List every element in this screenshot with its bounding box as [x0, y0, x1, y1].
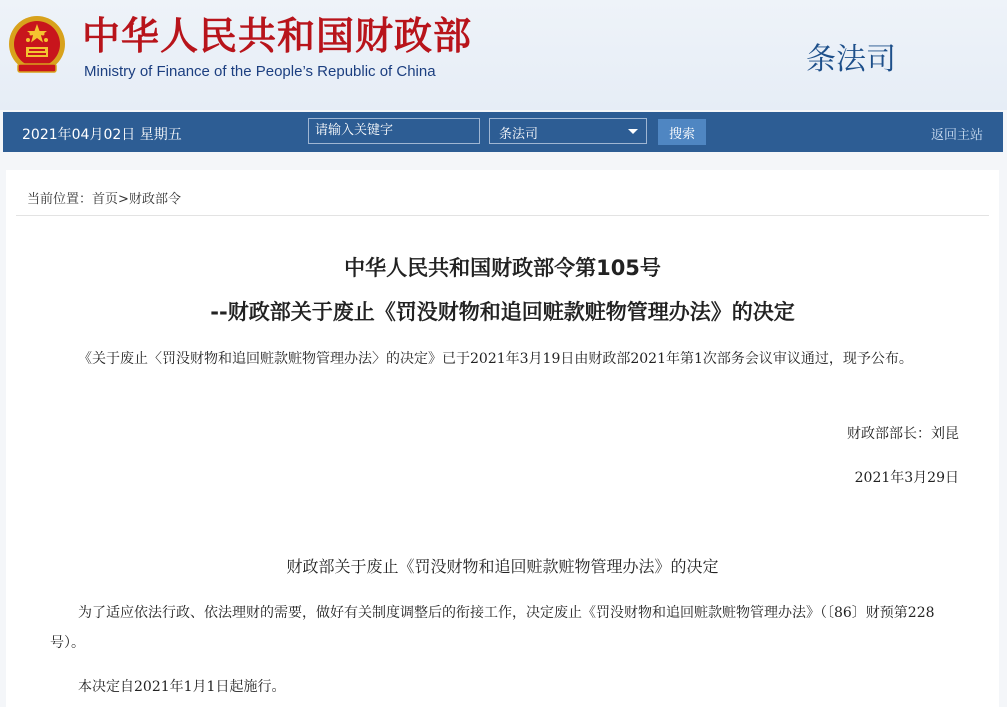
- department-select-value: 条法司: [499, 127, 539, 142]
- national-emblem-icon: [6, 14, 68, 80]
- breadcrumb-prefix: 当前位置：: [27, 192, 93, 207]
- decision-title: 财政部关于废止《罚没财物和追回赃款赃物管理办法》的决定: [286, 557, 719, 576]
- site-subtitle: Ministry of Finance of the People’s Republic of China: [84, 63, 436, 80]
- effective-date-paragraph: 本决定自2021年1月1日起施行。: [78, 679, 286, 695]
- signer: 财政部部长：刘昆: [847, 426, 959, 442]
- content-panel: [6, 170, 999, 707]
- decision-paragraph: 为了适应依法行政、依法理财的需要，做好有关制度调整后的衔接工作，决定废止《罚没财物和追回赃款赃物管理办法》（〔86〕财预第228号）。: [50, 605, 935, 651]
- breadcrumb-current-link[interactable]: 财政部令: [128, 192, 181, 207]
- site-header: [0, 0, 1007, 110]
- breadcrumb-home-link[interactable]: 首页: [92, 192, 119, 207]
- sign-date: 2021年3月29日: [854, 470, 959, 486]
- search-input[interactable]: [308, 118, 480, 144]
- current-date: 2021年04月02日 星期五: [22, 127, 182, 143]
- department-name: 条法司: [806, 42, 896, 77]
- department-select[interactable]: [489, 118, 647, 144]
- breadcrumb-separator: >: [118, 192, 129, 207]
- divider: [16, 215, 989, 216]
- breadcrumb: [27, 188, 181, 207]
- chevron-down-icon: [628, 129, 638, 134]
- announcement-paragraph: 《关于废止〈罚没财物和追回赃款赃物管理办法〉的决定》已于2021年3月19日由财政部2021年第1次部务会议审议通过，现予公布。: [78, 351, 913, 367]
- article-title: 中华人民共和国财政部令第105号: [344, 256, 661, 280]
- top-navigation-bar: [3, 112, 1003, 152]
- site-title: 中华人民共和国财政部: [82, 14, 473, 58]
- search-button[interactable]: 搜索: [658, 119, 706, 145]
- return-home-link[interactable]: 返回主站: [930, 128, 983, 143]
- article-subtitle: --财政部关于废止《罚没财物和追回赃款赃物管理办法》的决定: [210, 300, 795, 324]
